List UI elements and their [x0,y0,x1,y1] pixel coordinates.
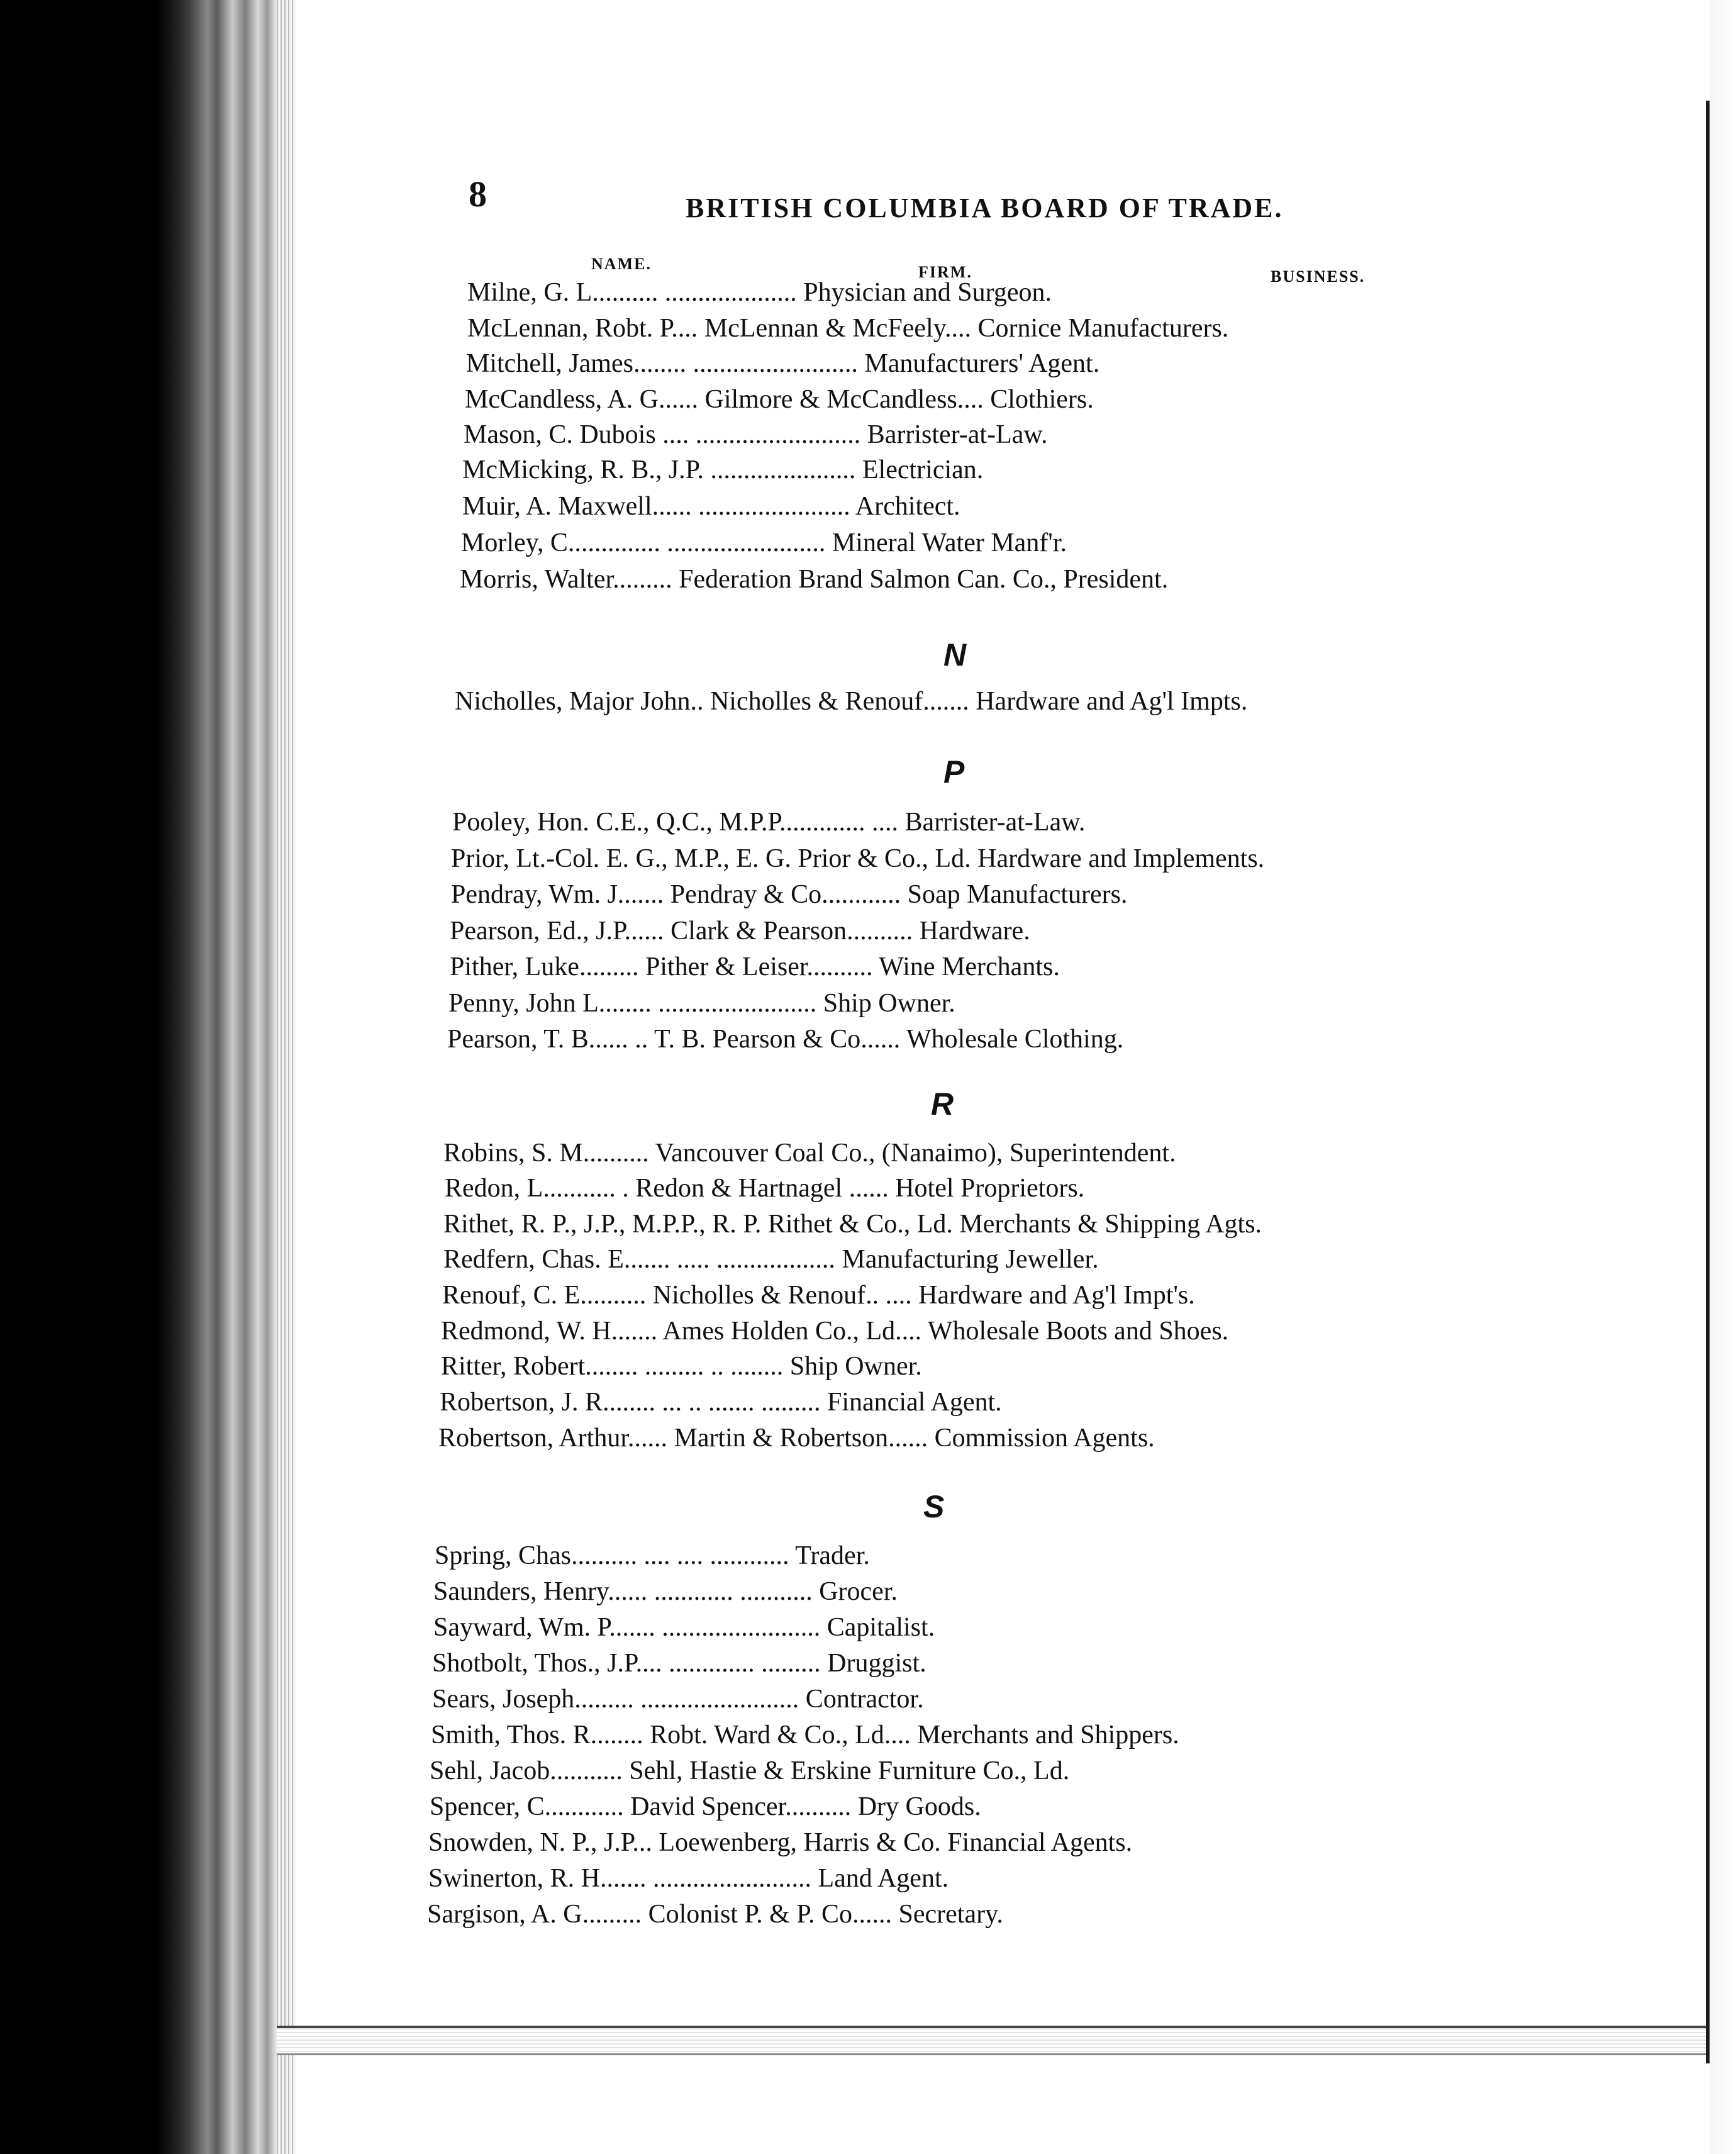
directory-entry: Rithet, R. P., J.P., M.P.P., R. P. Rithet & Co., Ld. Merchants & Shipping Agts. [443,1210,1262,1239]
directory-entry: Pooley, Hon. C.E., Q.C., M.P.P............. .... Barrister-at-Law. [452,808,1086,837]
directory-entry: Pearson, Ed., J.P...... Clark & Pearson.......... Hardware. [450,917,1030,946]
directory-entry: Redfern, Chas. E....... ..... .................. Manufacturing Jeweller. [443,1245,1099,1274]
column-header-name: NAME. [591,255,652,273]
directory-entry: Snowden, N. P., J.P... Loewenberg, Harris & Co. Financial Agents. [428,1828,1133,1857]
directory-entry: Smith, Thos. R........ Robt. Ward & Co., Ld.... Merchants and Shippers. [431,1721,1179,1749]
section-letter-n: N [943,637,967,672]
directory-entry: Sehl, Jacob........... Sehl, Hastie & Erskine Furniture Co., Ld. [430,1756,1070,1785]
book-spine [0,0,277,2154]
column-header-firm: FIRM. [918,263,972,281]
directory-entry: Robins, S. M.......... Vancouver Coal Co., (Nanaimo), Superintendent. [443,1139,1176,1168]
section-letter-s: S [923,1489,945,1524]
directory-entry: Redmond, W. H....... Ames Holden Co., Ld.... Wholesale Boots and Shoes. [441,1317,1229,1346]
directory-entry: Spring, Chas.......... .... .... ............ Trader. [435,1541,870,1570]
directory-entry: Morris, Walter......... Federation Brand Salmon Can. Co., President. [460,565,1169,594]
directory-entry: Morley, C.............. ........................ Mineral Water Manf'r. [461,528,1067,557]
directory-entry: Robertson, Arthur...... Martin & Robertson...... Commission Agents. [438,1424,1155,1453]
directory-entry: Pither, Luke......... Pither & Leiser.......... Wine Merchants. [450,952,1060,981]
directory-entry: Swinerton, R. H....... ........................ Land Agent. [428,1864,949,1893]
section-letter-p: P [943,754,965,790]
directory-entry: Pearson, T. B...... .. T. B. Pearson & Co...... Wholesale Clothing. [447,1025,1124,1054]
page-number: 8 [469,174,487,215]
section-letter-r: R [931,1086,954,1122]
directory-entry: Sears, Joseph......... ........................ Contractor. [432,1685,924,1714]
directory-entry: Milne, G. L.......... .................... Physician and Surgeon. [467,278,1052,307]
directory-entry: Muir, A. Maxwell...... ....................... Architect. [462,492,960,521]
directory-entry: Pendray, Wm. J....... Pendray & Co............ Soap Manufacturers. [451,880,1128,909]
directory-entry: Prior, Lt.-Col. E. G., M.P., E. G. Prior & Co., Ld. Hardware and Implements. [451,844,1265,873]
page-edges [277,0,296,2154]
column-header-business: BUSINESS. [1271,267,1366,286]
directory-entry: Spencer, C............ David Spencer.......... Dry Goods. [430,1792,981,1821]
directory-entry: McCandless, A. G...... Gilmore & McCandless.... Clothiers. [465,385,1094,414]
directory-entry: Shotbolt, Thos., J.P.... ............. ......... Druggist. [432,1649,926,1678]
directory-entry: Sayward, Wm. P....... ........................ Capitalist. [433,1613,935,1642]
directory-entry: Renouf, C. E.......... Nicholles & Renouf.. .... Hardware and Ag'l Impt's. [442,1281,1195,1310]
directory-entry: Mitchell, James........ ......................... Manufacturers' Agent. [466,349,1100,378]
facing-page-edge [1706,101,1710,2063]
directory-entry: Robertson, J. R........ ... .. ....... ......... Financial Agent. [440,1388,1002,1417]
directory-entry: Saunders, Henry...... ............ ........... Grocer. [433,1577,898,1606]
page-bottom-edge [277,2026,1717,2055]
right-margin [1710,0,1736,2154]
directory-entry: Nicholles, Major John.. Nicholles & Renouf....... Hardware and Ag'l Impts. [455,687,1248,716]
running-head: BRITISH COLUMBIA BOARD OF TRADE. [686,193,1284,223]
directory-entry: Penny, John L........ ........................ Ship Owner. [448,989,955,1018]
directory-entry: Redon, L........... . Redon & Hartnagel ...... Hotel Proprietors. [445,1174,1085,1203]
directory-entry: Ritter, Robert........ ......... .. ........ Ship Owner. [441,1352,922,1381]
directory-entry: Mason, C. Dubois .... ......................... Barrister-at-Law. [464,420,1048,449]
directory-entry: McLennan, Robt. P.... McLennan & McFeely.... Cornice Manufacturers. [467,314,1229,343]
directory-entry: McMicking, R. B., J.P. ...................... Electrician. [462,455,984,484]
directory-entry: Sargison, A. G......... Colonist P. & P. Co...... Secretary. [427,1900,1003,1929]
